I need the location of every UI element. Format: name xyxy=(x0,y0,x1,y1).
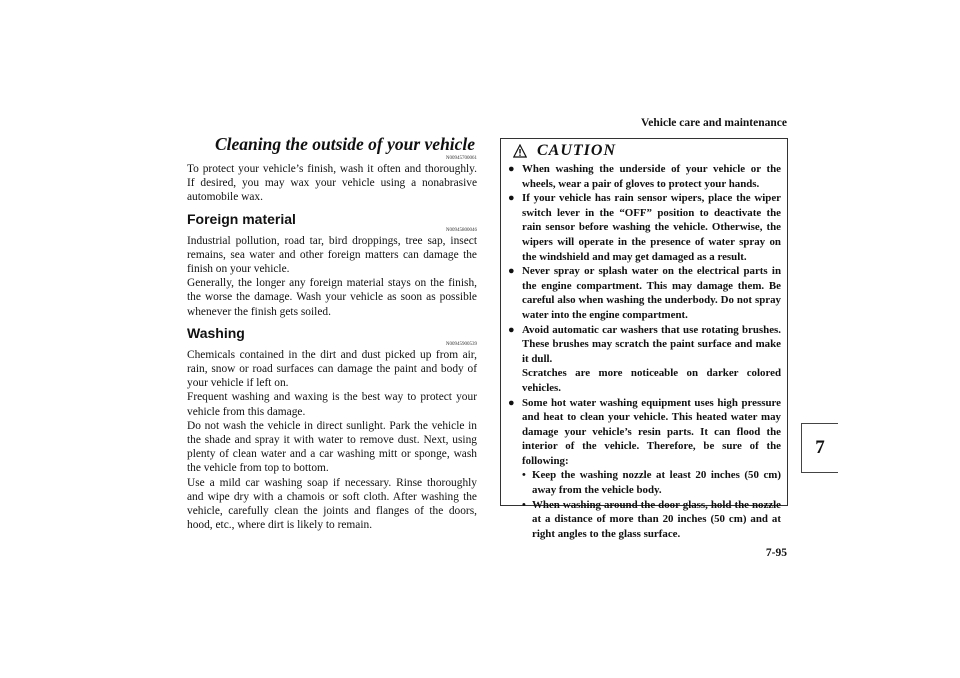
sub-bullet-icon: • xyxy=(522,498,526,511)
running-header: Vehicle care and maintenance xyxy=(641,117,787,129)
caution-label: CAUTION xyxy=(537,141,617,159)
foreign-paragraph-1: Industrial pollution, road tar, bird droppings, tree sap, insect remains, sea water and other foreign matters can damage the finish on your vehicle. xyxy=(187,234,477,276)
washing-heading: Washing xyxy=(187,324,245,341)
caution-box xyxy=(500,138,788,540)
caution-title xyxy=(501,139,787,162)
main-column xyxy=(187,134,477,532)
warning-triangle-icon xyxy=(513,144,527,158)
caution-item xyxy=(508,323,781,396)
washing-code: N00945900539 xyxy=(445,341,477,347)
caution-subitem xyxy=(522,498,781,542)
bullet-icon: ● xyxy=(508,396,515,409)
washing-paragraph-2: Frequent washing and waxing is the best way to protect your vehicle from this damage. xyxy=(187,391,477,418)
page-number: 7-95 xyxy=(765,547,787,559)
caution-list xyxy=(501,162,787,541)
caution-item-note: Scratches are more noticeable on darker colored vehicles. xyxy=(522,367,781,394)
bullet-icon: ● xyxy=(508,192,515,205)
washing-section xyxy=(187,325,477,533)
caution-item-text: When washing the underside of your vehicle or the wheels, wear a pair of gloves to protect your hands. xyxy=(522,163,781,190)
foreign-material-code: N00945800046 xyxy=(445,227,477,233)
bullet-icon: ● xyxy=(508,163,515,175)
washing-paragraph-1: Chemicals contained in the dirt and dust picked up from air, rain, snow or road surfaces can damage the paint and body of your vehicle if left on. xyxy=(187,348,477,390)
foreign-paragraph-2: Generally, the longer any foreign material stays on the finish, the worse the damage. Wash your vehicle as soon as possible whenever the finish gets soiled. xyxy=(187,277,477,318)
sub-bullet-icon: • xyxy=(522,469,526,482)
foreign-material-section xyxy=(187,211,477,319)
intro-paragraph: To protect your vehicle’s finish, wash it often and thoroughly. If desired, you may wax your vehicle using a nonabrasive automobile wax. xyxy=(187,163,477,204)
caution-item xyxy=(508,162,781,191)
chapter-tab: 7 xyxy=(801,423,838,473)
bullet-icon: ● xyxy=(508,323,515,336)
caution-item-text: Some hot water washing equipment uses high pressure and heat to clean your vehicle. This heated water may damage your vehicle’s resin parts. It can flood the interior of the vehicle. Therefore, be sure of the following: xyxy=(522,396,781,467)
title-code: N00945700061 xyxy=(445,156,477,161)
caution-item-text: Never spray or splash water on the electrical parts in the engine compartment. This may damage them. Be careful also when washing the underbody. Do not spray water into the engine compartment. xyxy=(522,265,781,321)
caution-item xyxy=(508,191,781,264)
caution-subitem-text: When washing around the door glass, hold the nozzle at a distance of more than 20 inches (50 cm) and at right angles to the glass surface. xyxy=(532,498,781,540)
caution-subitem-text: Keep the washing nozzle at least 20 inches (50 cm) away from the vehicle body. xyxy=(532,469,781,497)
caution-item-text: Avoid automatic car washers that use rotating brushes. These brushes may scratch the paint surface and make it dull. xyxy=(522,323,781,365)
caution-item xyxy=(508,264,781,322)
section-title: Cleaning the outside of your vehicle xyxy=(215,134,476,154)
washing-paragraph-4: Use a mild car washing soap if necessary. Rinse thoroughly and wipe dry with a chamois or soft cloth. After washing the vehicle, carefully clean the joints and flanges of the doors, hood, etc., where dirt is likely to remain. xyxy=(187,476,477,532)
caution-subitem xyxy=(522,468,781,497)
washing-paragraph-3: Do not wash the vehicle in direct sunlight. Park the vehicle in the shade and spray it with water to remove dust. Next, using plenty of clean water and a car washing mitt or sponge, wash the vehicle from top to bottom. xyxy=(187,419,477,475)
bullet-icon: ● xyxy=(508,265,515,278)
foreign-material-heading: Foreign material xyxy=(187,210,296,227)
caution-item-text: If your vehicle has rain sensor wipers, place the wiper switch lever in the “OFF” position to deactivate the rain sensor before washing the vehicle. Otherwise, the wipers will operate in the presence of water spray on the windshield and may get damaged as a result. xyxy=(522,192,781,263)
caution-item xyxy=(508,396,781,542)
